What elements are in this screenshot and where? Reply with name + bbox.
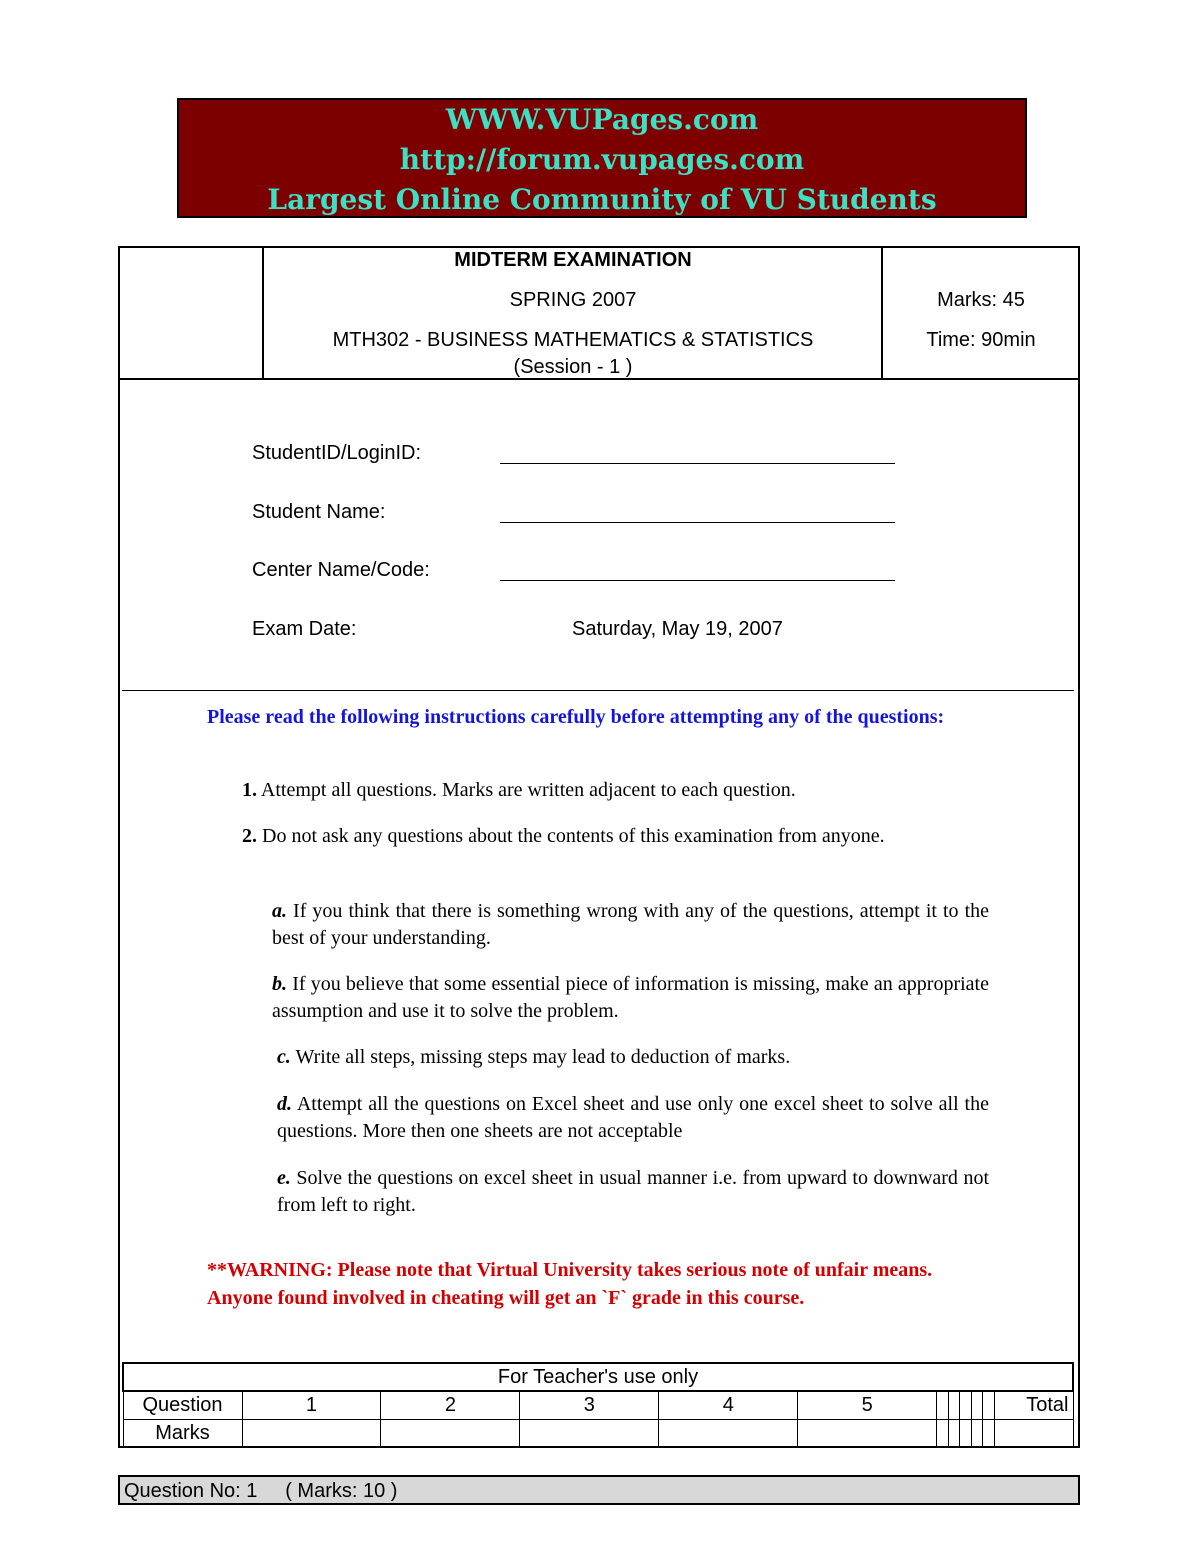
- instruction-1: [242, 777, 1002, 804]
- instruction-b: [272, 971, 989, 1025]
- question-4-header: 4: [659, 1391, 798, 1420]
- instruction-e: [277, 1165, 989, 1219]
- question-3-header: 3: [520, 1391, 659, 1420]
- question-9-header: [971, 1391, 982, 1420]
- marks-cell[interactable]: [520, 1420, 659, 1448]
- instruction-2-number: 2.: [242, 825, 257, 847]
- instruction-c: [277, 1044, 989, 1071]
- instruction-b-text: If you believe that some essential piece of information is missing, make an appropriate assumption and use it to solve the problem.: [272, 973, 989, 1022]
- question-6-header: [937, 1391, 948, 1420]
- instruction-d: [277, 1091, 989, 1145]
- student-id-label: StudentID/LoginID:: [252, 442, 421, 464]
- teacher-marks-table: [122, 1362, 1074, 1448]
- instruction-a-text: If you think that there is something wrong with any of the questions, attempt it to the best of your understanding.: [272, 900, 990, 949]
- instruction-1-number: 1.: [242, 779, 257, 801]
- instruction-1-text: Attempt all questions. Marks are written adjacent to each question.: [260, 779, 796, 801]
- instruction-d-label: d.: [277, 1093, 292, 1115]
- section-divider: [122, 690, 1074, 691]
- cheating-warning: **WARNING: Please note that Virtual University takes serious note of unfair means. Anyone found involved in cheating will get an `F` grade in this course.: [207, 1259, 933, 1309]
- student-name-field[interactable]: [500, 522, 895, 523]
- marks-cell[interactable]: [971, 1420, 982, 1448]
- site-banner: [177, 98, 1027, 218]
- banner-forum-url: http://forum.vupages.com: [399, 143, 805, 176]
- instruction-a-label: a.: [272, 900, 287, 922]
- exam-term: SPRING 2007: [509, 289, 637, 311]
- question-header-bar: Question No: 1 ( Marks: 10 ): [118, 1475, 1080, 1505]
- center-label: Center Name/Code:: [252, 559, 430, 581]
- question-row-label: Question: [123, 1391, 242, 1420]
- marks-cell[interactable]: [960, 1420, 971, 1448]
- marks-cell[interactable]: [948, 1420, 959, 1448]
- question-2-header: 2: [381, 1391, 520, 1420]
- instruction-e-label: e.: [277, 1167, 291, 1189]
- banner-tagline: Largest Online Community of VU Students: [267, 183, 937, 216]
- question-8-header: [960, 1391, 971, 1420]
- marks-cell[interactable]: [242, 1420, 381, 1448]
- student-name-label: Student Name:: [252, 501, 386, 523]
- instruction-2-text: Do not ask any questions about the contents of this examination from anyone.: [262, 825, 885, 847]
- marks-cell[interactable]: [798, 1420, 937, 1448]
- marks-row-label: Marks: [123, 1420, 242, 1448]
- instruction-c-label: c.: [277, 1046, 291, 1068]
- instructions-heading: Please read the following instructions carefully before attempting any of the questions:: [207, 706, 945, 728]
- exam-date-value: Saturday, May 19, 2007: [572, 618, 783, 640]
- session-label: (Session - 1 ): [513, 356, 633, 378]
- total-marks: Marks: 45: [937, 289, 1025, 311]
- student-id-field[interactable]: [500, 463, 895, 464]
- marks-cell[interactable]: [983, 1420, 995, 1448]
- total-header: Total: [994, 1391, 1073, 1420]
- total-marks-cell[interactable]: [994, 1420, 1073, 1448]
- marks-cell[interactable]: [381, 1420, 520, 1448]
- instruction-a: [272, 898, 989, 952]
- instruction-b-label: b.: [272, 973, 287, 995]
- exam-date-label: Exam Date:: [252, 618, 357, 640]
- exam-title: MIDTERM EXAMINATION: [454, 249, 692, 271]
- instruction-d-text: Attempt all the questions on Excel sheet and use only one excel sheet to solve all the questions. More then one sheets are not acceptable: [277, 1093, 989, 1142]
- question-1-header: 1: [242, 1391, 381, 1420]
- center-field[interactable]: [500, 580, 895, 581]
- question-5-header: 5: [798, 1391, 937, 1420]
- question-10-header: [983, 1391, 995, 1420]
- exam-time: Time: 90min: [926, 329, 1036, 351]
- marks-cell[interactable]: [937, 1420, 948, 1448]
- teacher-table-caption: For Teacher's use only: [123, 1363, 1073, 1391]
- course-name: MTH302 - BUSINESS MATHEMATICS & STATISTICS: [332, 329, 814, 351]
- banner-site-url: WWW.VUPages.com: [445, 103, 759, 136]
- instruction-c-text: Write all steps, missing steps may lead to deduction of marks.: [295, 1046, 791, 1068]
- instruction-2: [200, 823, 989, 850]
- question-7-header: [948, 1391, 959, 1420]
- instruction-e-text: Solve the questions on excel sheet in usual manner i.e. from upward to downward not from left to right.: [277, 1167, 989, 1216]
- marks-cell[interactable]: [659, 1420, 798, 1448]
